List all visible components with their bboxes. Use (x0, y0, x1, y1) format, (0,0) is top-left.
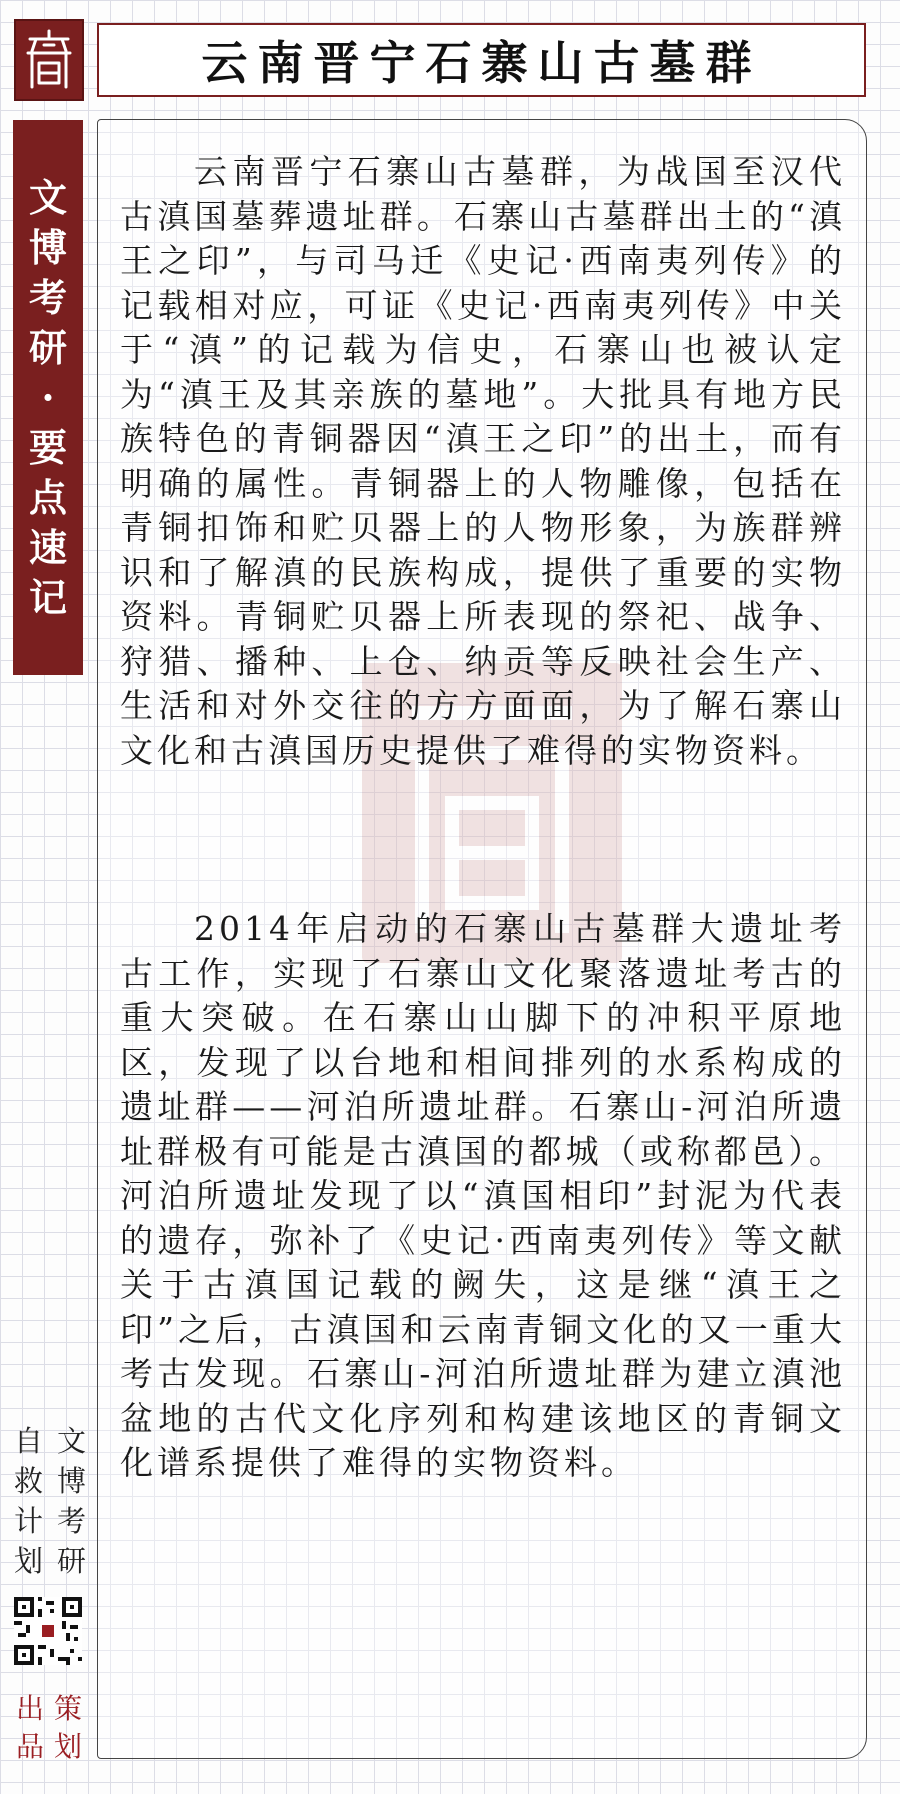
side-banner-char: 博 (28, 224, 67, 270)
credit-char: 考 (56, 1504, 86, 1538)
side-banner-char: 文 (28, 174, 67, 220)
credit-char: 计 (14, 1504, 44, 1538)
side-banner-char: 要 (28, 424, 67, 470)
credit-char: 文 (56, 1424, 86, 1458)
producer-char: 出 (16, 1692, 45, 1725)
credit-char: 研 (56, 1544, 86, 1578)
credit-column-right (57, 1421, 86, 1581)
side-banner-char: · (41, 374, 55, 420)
side-banner-char: 研 (28, 324, 67, 370)
credit-column-left (14, 1421, 43, 1581)
credit-char: 博 (56, 1464, 86, 1498)
article-paragraph: 云南晋宁石寨山古墓群，为战国至汉代古滇国墓葬遗址群。石寨山古墓群出土的“滇王之印”，与司马迁《史记·西南夷列传》的记载相对应，可证《史记·西南夷列传》中关于“滇”的记载为信史，石寨山也被认定为“滇王及其亲族的墓地”。大批具有地方民族特色的青铜器因“滇王之印”的出土，而有明确的属性。青铜器上的人物雕像，包括在青铜扣饰和贮贝器上的人物形象，为族群辨识和了解滇的民族构成，提供了重要的实物资料。青铜贮贝器上所表现的祭祀、战争、狩猎、播种、上仓、纳贡等反映社会生产、生活和对外交往的方方面面，为了解石寨山文化和古滇国历史提供了难得的实物资料。 (120, 152, 846, 770)
page-title: 云南晋宁石寨山古墓群 (201, 36, 762, 90)
article-paragraph: 2014年启动的石寨山古墓群大遗址考古工作，实现了石寨山文化聚落遗址考古的重大突破。在石寨山山脚下的冲积平原地区，发现了以台地和相间排列的水系构成的遗址群——河泊所遗址群。石寨山-河泊所遗址群极有可能是古滇国的都城（或称都邑）。河泊所遗址发现了以“滇国相印”封泥为代表的遗存，弥补了《史记·西南夷列传》等文献关于古滇国记载的阙失，这是继“滇王之印”之后，古滇国和云南青铜文化的又一重大考古发现。石寨山-河泊所遗址群为建立滇池盆地的古代文化序列和构建该地区的青铜文化谱系提供了难得的实物资料。 (120, 909, 846, 1482)
side-banner-char: 考 (28, 274, 67, 320)
logo (14, 19, 84, 101)
producer-char: 品 (16, 1730, 45, 1763)
qr-code-icon[interactable] (14, 1597, 82, 1665)
producer-column-left (16, 1690, 44, 1766)
article-panel (97, 119, 867, 1759)
side-banner (13, 120, 83, 675)
producer-char: 策 (53, 1692, 82, 1725)
credit-char: 救 (14, 1464, 44, 1498)
producer-block (16, 1690, 82, 1766)
side-banner-char: 点 (28, 474, 67, 520)
side-banner-char: 记 (28, 574, 67, 620)
producer-char: 划 (53, 1730, 82, 1763)
credit-char: 自 (14, 1424, 44, 1458)
side-banner-char: 速 (28, 524, 67, 570)
title-banner (97, 23, 866, 97)
archive-gate-logo-icon (22, 27, 76, 93)
credit-block (14, 1421, 86, 1581)
producer-column-right (54, 1690, 82, 1766)
credit-char: 划 (14, 1544, 44, 1578)
